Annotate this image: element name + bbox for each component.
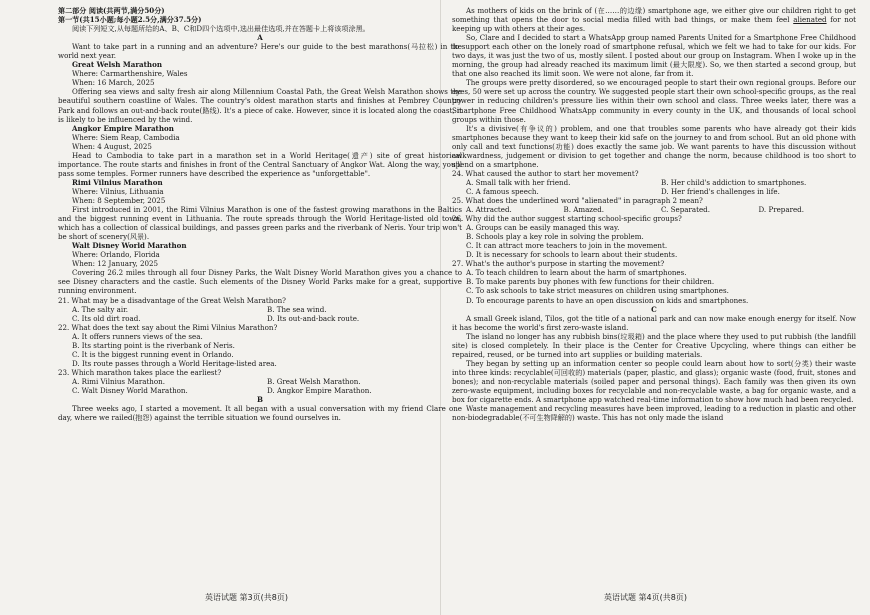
right-page	[452, 6, 856, 422]
q26-option-c[interactable]: C. It can attract more teachers to join in the movement.	[466, 241, 668, 251]
q21-option-c[interactable]: C. Its old dirt road.	[72, 313, 141, 323]
race4-where: Where: Orlando, Florida	[72, 250, 160, 260]
q23-options-row1	[58, 377, 462, 386]
q23-stem: 23. Which marathon takes place the earliest?	[58, 367, 222, 377]
race2-where: Where: Siem Reap, Cambodia	[72, 132, 180, 142]
race3-desc: First introduced in 2001, the Rimi Vilnius Marathon is one of the fastest growing marathons in the Baltics and the biggest running event in Lithuania. The route spreads through the World Heritage-listed old town, which has a collection of classical buildings, and passes green parks and the riverbank of Neris. Your trip won't be short of scenery(风景).	[58, 205, 462, 242]
passage-b-p1	[452, 6, 856, 33]
q25-options	[452, 205, 856, 214]
q22-option-a[interactable]: A. It offers runners views of the sea.	[72, 331, 203, 341]
passage-c-p4: Waste management and recycling measures have been improved, leading to a reduction in plastic and other non-biodegradable(不可生物降解的) waste. This has not only made the island	[452, 404, 856, 423]
passage-b-p1-text: As mothers of kids on the brink of (在……的边缘) smartphone age, we either give our children right to get something that opens the door to social media filled with bad things, or make them feel	[452, 6, 856, 25]
q25-option-a[interactable]: A. Attracted.	[466, 205, 512, 215]
q21-options-row2	[58, 314, 462, 323]
q27-option-b[interactable]: B. To make parents buy phones with few functions for their children.	[466, 277, 715, 287]
q23-option-b[interactable]: B. Great Welsh Marathon.	[267, 376, 361, 386]
q22-option-d[interactable]: D. Its route passes through a World Heritage-listed area.	[72, 358, 277, 368]
race3-when: When: 8 September, 2025	[72, 195, 166, 205]
race1-where: Where: Carmarthenshire, Wales	[72, 69, 188, 79]
passage-c-label: C	[651, 304, 657, 314]
q27-option-c[interactable]: C. To ask schools to take strict measures on children using smartphones.	[466, 286, 729, 296]
passage-a-intro: Want to take part in a running and an adventure? Here's our guide to the best marathons(马拉松) in the world next year.	[58, 42, 462, 61]
instructions: 阅读下列短文,从每题所给的A、B、C和D四个选项中,选出最佳选项,并在答题卡上将该项涂黑。	[72, 24, 370, 34]
q21-stem: 21. What may be a disadvantage of the Great Welsh Marathon?	[58, 295, 286, 305]
race1-name: Great Welsh Marathon	[72, 60, 162, 70]
q23-option-c[interactable]: C. Walt Disney World Marathon.	[72, 385, 188, 395]
q26-stem: 26. Why did the author suggest starting school-specific groups?	[452, 214, 682, 224]
q25-option-c[interactable]: C. Separated.	[661, 205, 710, 215]
passage-c-p2: The island no longer has any rubbish bins(垃圾箱) and the place where they used to put rubbish (the landfill site) is closed completely. In their place is the Center for Creative Upcycling, where things can either be repaired, reused, or be turned into art supplies or building materials.	[452, 331, 856, 359]
passage-b-p2: So, Clare and I decided to start a WhatsApp group named Parents United for a Smartphone Free Childhood to support each other on the lonely road of smartphone refusal, which we felt we had to take for our kids. For two days, it was just the two of us, mostly silent. I posted about our group on Instagram. When I woke up in the morning, the group had already reached its maximum limit (最大限度). So, we then started a second group, but that one also reached its limit soon. We were not alone, far from it.	[452, 33, 856, 79]
q25-option-d[interactable]: D. Prepared.	[758, 205, 804, 215]
q26-option-a[interactable]: A. Groups can be easily managed this way.	[466, 223, 620, 233]
race2-desc: Head to Cambodia to take part in a marathon set in a World Heritage(遗产) site of great historical importance. The route starts and finishes in front of the Central Sanctuary of Angkor Wat. Along the way, you'll pass some temples. Former runners have described the experience as "unforgettable".	[58, 150, 462, 178]
passage-c-p1: A small Greek island, Tilos, got the title of a national park and can now make enough energy for itself. Now it has become the world's first zero-waste island.	[452, 313, 856, 332]
q24-stem: 24. What caused the author to start her movement?	[452, 168, 639, 178]
q27-option-a[interactable]: A. To teach children to learn about the harm of smartphones.	[466, 268, 687, 278]
race4-when: When: 12 January, 2025	[72, 259, 159, 269]
passage-b-p4: It's a divisive(有争议的) problem, and one that troubles some parents who have already got their kids smartphones because they want to keep their kid safe on the journey to and from school. But an old phone with only call and text functions(功能) does exactly the same job. We want parents to have this discussion without awkwardness, judgement or division to get together and change the norm, because childhood is too short to spend on a smartphone.	[452, 123, 856, 169]
q24-option-c[interactable]: C. A famous speech.	[466, 186, 539, 196]
passage-b-start: Three weeks ago, I started a movement. It all began with a usual conversation with my friend Clare one day, where we railed(抱怨) against the terrible situation we found ourselves in.	[58, 404, 462, 423]
underlined-word: alienated	[793, 15, 827, 25]
q27-stem: 27. What's the author's purpose in starting the movement?	[452, 259, 665, 269]
passage-b-p3: The groups were pretty disordered, so we encouraged people to start their own regional groups. Before our eyes, 50 were set up across the country. We suggested people start their own school-specific groups, as the real power in reducing children's pressure lies within their own school and class. Three weeks later, there was a Smartphone Free Childhood WhatsApp community in every county in the UK, and thousands of local school groups within those.	[452, 78, 856, 124]
race1-when: When: 16 March, 2025	[72, 78, 155, 88]
q26-option-d[interactable]: D. It is necessary for schools to learn about their students.	[466, 250, 678, 260]
page-footer-right: 英语试题 第4页(共8页)	[604, 593, 687, 602]
race2-name: Angkor Empire Marathon	[72, 123, 174, 133]
q26-option-b[interactable]: B. Schools play a key role in solving the problem.	[466, 232, 644, 242]
q21-option-b[interactable]: B. The sea wind.	[267, 304, 327, 314]
q22-option-b[interactable]: B. Its starting point is the riverbank of Neris.	[72, 340, 235, 350]
q25-option-b[interactable]: B. Amazed.	[563, 205, 605, 215]
race3-name: Rimi Vilnius Marathon	[72, 177, 163, 187]
q24-options-row2	[452, 187, 856, 196]
q23-options-row2	[58, 386, 462, 395]
q24-options-row1	[452, 178, 856, 187]
q27-option-d[interactable]: D. To encourage parents to have an open discussion on kids and smartphones.	[466, 295, 749, 305]
passage-b-p1-end: for not keeping up with others at their ages.	[452, 15, 856, 34]
q24-option-a[interactable]: A. Small talk with her friend.	[466, 177, 571, 187]
q22-stem: 22. What does the text say about the Rimi Vilnius Marathon?	[58, 322, 278, 332]
passage-a-label: A	[257, 33, 263, 43]
race4-desc: Covering 26.2 miles through all four Disney Parks, the Walt Disney World Marathon gives you a chance to see Disney characters and the castle. Such elements of the Disney World Parks make for a great, supportive running environment.	[58, 268, 462, 296]
q23-option-d[interactable]: D. Angkor Empire Marathon.	[267, 385, 372, 395]
q24-option-d[interactable]: D. Her friend's challenges in life.	[661, 186, 780, 196]
q24-option-b[interactable]: B. Her child's addiction to smartphones.	[661, 177, 807, 187]
section-title: 第一节(共15小题;每小题2.5分,满分37.5分)	[58, 15, 202, 25]
q21-option-a[interactable]: A. The salty air.	[72, 304, 129, 314]
q21-options-row1	[58, 305, 462, 314]
q21-option-d[interactable]: D. Its out-and-back route.	[267, 313, 360, 323]
passage-c-p3: They began by setting up an information center so people could learn about how to sort(分类) their waste into three kinds: recyclable(可回收的) materials (paper, plastic, and glass); organic waste (food, fruit, stones and bones); and non-recyclable materials (soiled paper and personal things). Each family was then given its own zero-waste equipment, including boxes for recyclable and non-recyclable waste, a bag for organic waste, and a box for cigarette ends. A smartphone app watched real-time information to show how much had been recycled.	[452, 358, 856, 405]
q22-option-c[interactable]: C. It is the biggest running event in Orlando.	[72, 349, 234, 359]
part-title: 第二部分 阅读(共两节,满分50分)	[58, 6, 165, 15]
race4-name: Walt Disney World Marathon	[72, 241, 187, 251]
q25-stem: 25. What does the underlined word "alienated" in paragraph 2 mean?	[452, 195, 703, 205]
race2-when: When: 4 August, 2025	[72, 141, 152, 151]
passage-b-label: B	[257, 395, 263, 405]
race3-where: Where: Vilnius, Lithuania	[72, 186, 164, 196]
page-footer-left: 英语试题 第3页(共8页)	[205, 593, 288, 602]
left-page	[58, 6, 462, 422]
race1-desc: Offering sea views and salty fresh air along Millennium Coastal Path, the Great Welsh Marathon shows the beautiful southern coastline of Wales. The country's oldest marathon starts and finishes at Pembrey Country Park and follows an out-and-back route(路线). It's a piece of cake. However, since it is located along the coast, it is likely to be influenced by the wind.	[58, 87, 462, 124]
q23-option-a[interactable]: A. Rimi Vilnius Marathon.	[72, 376, 165, 386]
